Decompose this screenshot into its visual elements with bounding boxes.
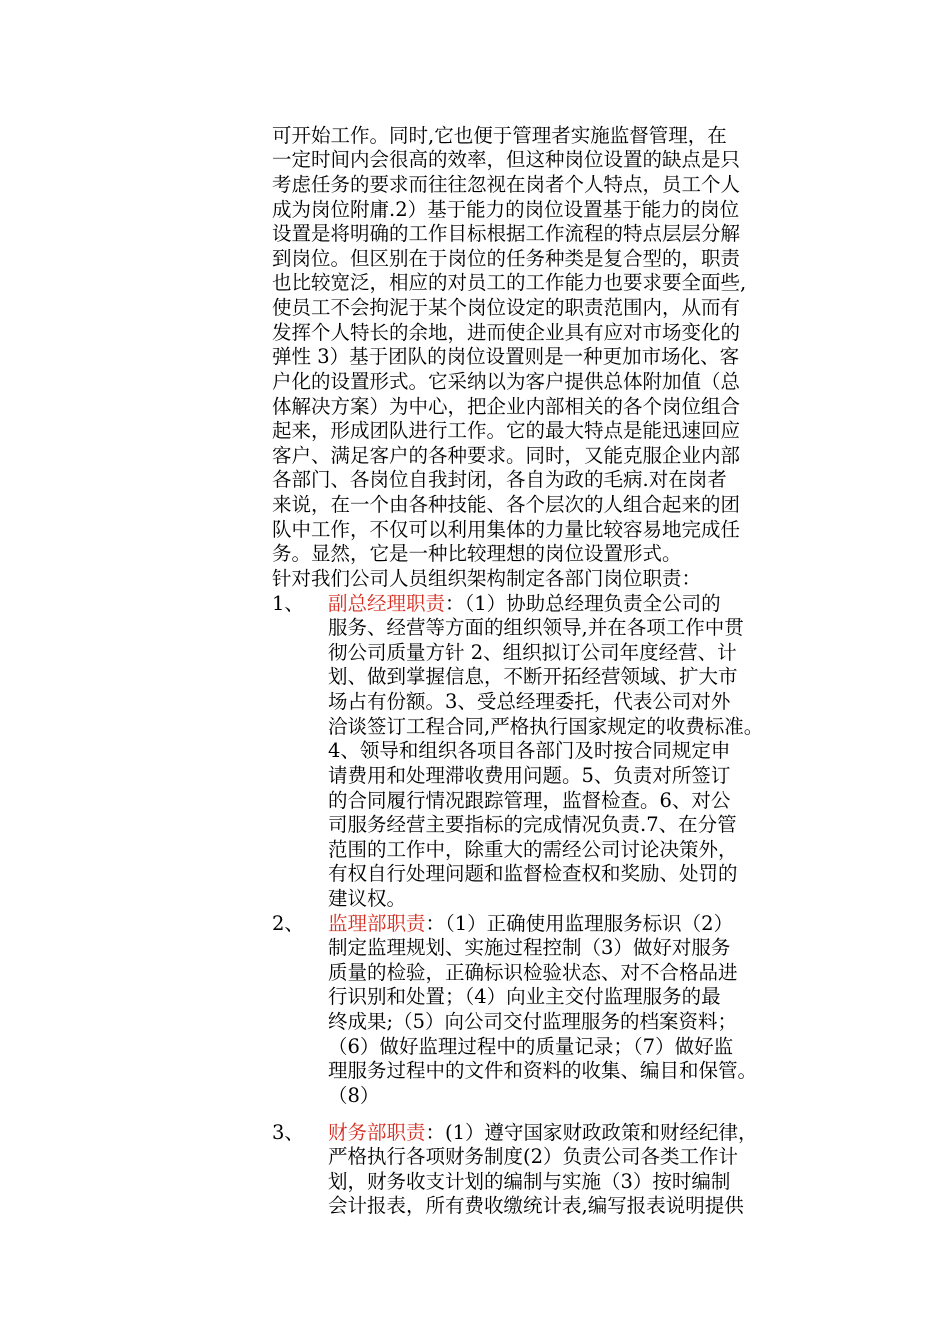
paragraph-line: 设置是将明确的工作目标根据工作流程的特点层层分解 bbox=[272, 222, 741, 245]
list-item-text: ：（1）正确使用监理服务标识（2） bbox=[425, 912, 734, 935]
paragraph-line: 到岗位。但区别在于岗位的任务种类是复合型的，职责 bbox=[272, 247, 741, 270]
paragraph-line: 也比较宽泛，相应的对员工的工作能力也要求要全面些, bbox=[272, 271, 747, 294]
list-item-line: 建议权。 bbox=[328, 887, 407, 910]
paragraph-line: 客户、满足客户的各种要求。同时，又能克服企业内部 bbox=[272, 444, 741, 467]
intro-line: 针对我们公司人员组织架构制定各部门岗位职责： bbox=[272, 567, 702, 590]
paragraph-line: 各部门、各岗位自我封闭，各自为政的毛病.对在岗者 bbox=[272, 468, 727, 491]
list-item-line: 理服务过程中的文件和资料的收集、编目和保管。 bbox=[328, 1059, 758, 1082]
list-item-number: 1、 bbox=[272, 592, 304, 615]
list-item-line: 制定监理规划、实施过程控制（3）做好对服务 bbox=[328, 936, 731, 959]
list-item-first-line bbox=[328, 1121, 758, 1145]
list-item-line: 会计报表，所有费收缴统计表,编写报表说明提供 bbox=[328, 1194, 744, 1217]
list-item-number: 2、 bbox=[272, 912, 304, 935]
list-item-line: （8） bbox=[328, 1084, 380, 1107]
list-item-number: 3、 bbox=[272, 1121, 304, 1144]
list-item-line: 彻公司质量方针 2、组织拟订公司年度经营、计 bbox=[328, 641, 737, 664]
list-item-text: ：（1）协助总经理负责全公司的 bbox=[445, 592, 721, 615]
paragraph-line: 起来，形成团队进行工作。它的最大特点是能迅速回应 bbox=[272, 419, 741, 442]
list-item-line: 划、做到掌握信息，不断开拓经营领域、扩大市 bbox=[328, 665, 738, 688]
list-item-title: 监理部职责 bbox=[328, 912, 426, 935]
list-item-first-line bbox=[328, 912, 733, 936]
list-item-line: 场占有份额。3、受总经理委托，代表公司对外 bbox=[328, 690, 731, 713]
paragraph-line: 成为岗位附庸.2）基于能力的岗位设置基于能力的岗位 bbox=[272, 198, 740, 221]
list-item-line: 洽谈签订工程合同,严格执行国家规定的收费标准。 bbox=[328, 715, 764, 738]
list-item-line: 服务、经营等方面的组织领导,并在各项工作中贯 bbox=[328, 616, 744, 639]
list-item-line: 4、领导和组织各项目各部门及时按合同规定申 bbox=[328, 739, 731, 762]
list-item-title: 副总经理职责 bbox=[328, 592, 446, 615]
paragraph-line: 考虑任务的要求而往往忽视在岗者个人特点，员工个人 bbox=[272, 173, 741, 196]
list-item-line: 划，财务收支计划的编制与实施（3）按时编制 bbox=[328, 1170, 731, 1193]
paragraph-line: 一定时间内会很高的效率，但这种岗位设置的缺点是只 bbox=[272, 148, 741, 171]
paragraph-line: 来说，在一个由各种技能、各个层次的人组合起来的团 bbox=[272, 493, 741, 516]
list-item-line: （6）做好监理过程中的质量记录；（7）做好监 bbox=[328, 1035, 734, 1058]
list-item-line: 行识别和处置；（4）向业主交付监理服务的最 bbox=[328, 985, 721, 1008]
list-item-line: 终成果;（5）向公司交付监理服务的档案资料； bbox=[328, 1010, 737, 1033]
list-item-line: 范围的工作中，除重大的需经公司讨论决策外， bbox=[328, 838, 738, 861]
paragraph-line: 可开始工作。同时,它也便于管理者实施监督管理，在 bbox=[272, 124, 727, 147]
paragraph-line: 队中工作，不仅可以利用集体的力量比较容易地完成任 bbox=[272, 518, 741, 541]
list-item-text: ：(1）遵守国家财政政策和财经纪律， bbox=[425, 1121, 758, 1144]
list-item-line: 质量的检验，正确标识检验状态、对不合格品进 bbox=[328, 961, 738, 984]
list-item-title: 财务部职责 bbox=[328, 1121, 426, 1144]
list-item-line: 有权自行处理问题和监督检查权和奖励、处罚的 bbox=[328, 862, 738, 885]
list-item-first-line bbox=[328, 592, 721, 616]
paragraph-line: 发挥个人特长的余地，进而使企业具有应对市场变化的 bbox=[272, 321, 741, 344]
list-item-line: 请费用和处理滞收费用问题。5、负责对所签订 bbox=[328, 764, 731, 787]
list-item-line: 司服务经营主要指标的完成情况负责.7、在分管 bbox=[328, 813, 737, 836]
list-item-line: 的合同履行情况跟踪管理，监督检查。6、对公 bbox=[328, 789, 731, 812]
paragraph-line: 弹性 3）基于团队的岗位设置则是一种更加市场化、客 bbox=[272, 345, 740, 368]
paragraph-line: 务。显然，它是一种比较理想的岗位设置形式。 bbox=[272, 542, 682, 565]
paragraph-line: 体解决方案）为中心，把企业内部相关的各个岗位组合 bbox=[272, 395, 741, 418]
paragraph-line: 使员工不会拘泥于某个岗位设定的职责范围内，从而有 bbox=[272, 296, 741, 319]
list-item-line: 严格执行各项财务制度(2）负责公司各类工作计 bbox=[328, 1145, 739, 1168]
paragraph-line: 户化的设置形式。它采纳以为客户提供总体附加值（总 bbox=[272, 370, 741, 393]
